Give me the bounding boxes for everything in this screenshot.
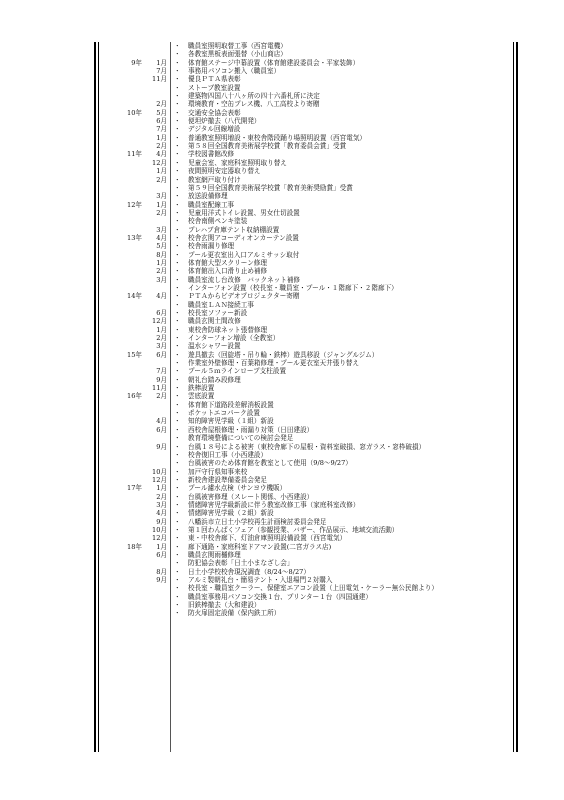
month-cell: 8月	[156, 250, 167, 259]
bullet-mark: ・	[174, 359, 181, 368]
bullet-mark: ・	[174, 225, 181, 234]
month-cell: 1月	[156, 58, 167, 67]
bullet-mark: ・	[174, 442, 181, 451]
table-row	[100, 518, 512, 526]
table-row	[100, 192, 512, 200]
table-row	[100, 84, 512, 92]
event-text: 放送設備修理	[188, 192, 228, 201]
month-cell: 10月	[152, 467, 167, 476]
left-border-inner	[98, 42, 99, 752]
month-cell: 4月	[156, 233, 167, 242]
event-text: 建築物四国八十八ヶ所の四十六番札所に決定	[188, 92, 320, 101]
bullet-mark: ・	[174, 517, 181, 526]
table-row	[100, 367, 512, 375]
table-row	[100, 401, 512, 409]
month-cell: 2月	[156, 100, 167, 109]
table-row	[100, 267, 512, 275]
month-cell: 7月	[156, 67, 167, 76]
event-text: 普通教室照明増設・東校舎階段踊り場照明設置（西宮電気）	[188, 133, 367, 142]
bullet-mark: ・	[174, 217, 181, 226]
bullet-mark: ・	[174, 317, 181, 326]
month-cell: 12月	[152, 534, 167, 543]
event-text: 職員室配線工事	[188, 200, 235, 209]
year-cell: 14年	[127, 292, 142, 301]
bullet-mark: ・	[174, 534, 181, 543]
table-row	[100, 526, 512, 534]
table-row	[100, 451, 512, 459]
table-row	[100, 117, 512, 125]
month-cell: 4月	[156, 292, 167, 301]
month-cell: 6月	[156, 309, 167, 317]
month-cell: 6月	[156, 117, 167, 126]
table-row	[100, 559, 512, 567]
bullet-mark: ・	[174, 375, 181, 384]
event-text: 防犯協会表彰「日土小まなざし会」	[188, 559, 294, 568]
bullet-mark: ・	[174, 133, 181, 142]
table-row	[100, 476, 512, 484]
bullet-mark: ・	[174, 334, 181, 343]
bullet-mark: ・	[174, 250, 181, 259]
table-row	[100, 551, 512, 559]
bullet-mark: ・	[174, 167, 181, 176]
event-text: 校舎復旧工事（小西建設）	[188, 450, 268, 459]
bullet-mark: ・	[174, 183, 181, 192]
bullet-mark: ・	[174, 601, 181, 610]
table-row	[100, 109, 512, 117]
month-cell: 2月	[156, 208, 167, 217]
month-cell: 9月	[156, 375, 167, 384]
bullet-mark: ・	[174, 92, 181, 101]
event-text: 校長室・職員室クーラー、保健室エアコン設置（上田電気・ケーラー無公民館より）	[188, 584, 438, 593]
bullet-mark: ・	[174, 75, 181, 84]
event-text: 旧鉄棒撤去（大和建設）	[188, 601, 261, 610]
right-border-inner	[513, 42, 514, 752]
month-cell: 5月	[156, 242, 167, 251]
table-row	[100, 459, 512, 467]
event-text: 事務用パソコン搬入（職員室）	[188, 67, 281, 76]
table-row	[100, 568, 512, 576]
table-row	[100, 468, 512, 476]
bullet-mark: ・	[174, 309, 181, 317]
month-cell: 12月	[152, 158, 167, 167]
month-cell: 2月	[156, 142, 167, 151]
table-row	[100, 409, 512, 417]
month-cell: 2月	[156, 492, 167, 501]
month-cell: 10月	[152, 525, 167, 534]
table-row	[100, 326, 512, 334]
table-row	[100, 234, 512, 242]
bullet-mark: ・	[174, 50, 181, 59]
table-row	[100, 159, 512, 167]
month-cell: 6月	[156, 425, 167, 434]
bullet-mark: ・	[174, 258, 181, 267]
year-cell: 18年	[127, 542, 142, 551]
table-row	[100, 301, 512, 309]
month-cell: 1月	[156, 258, 167, 267]
event-text: 児童会室、家庭科室照明取り替え	[188, 158, 287, 167]
bullet-mark: ・	[174, 158, 181, 167]
table-row	[100, 501, 512, 509]
bullet-mark: ・	[174, 233, 181, 242]
event-text: 遊具撤去（回旋塔・吊り輪・鉄棒）遊具移設（ジャングルジム）	[188, 350, 379, 359]
event-text: 各教室黒板表面張替（小山商店）	[188, 50, 287, 59]
year-cell: 16年	[127, 392, 142, 401]
table-row	[100, 543, 512, 551]
history-table	[100, 42, 512, 618]
event-text: 情緒障害児学級新設に伴う教室改修工事（家庭科室改修）	[188, 500, 360, 509]
year-cell: 10年	[127, 108, 142, 117]
event-text: 職員玄関雨樋修理	[188, 550, 241, 559]
month-cell: 4月	[156, 509, 167, 518]
event-text: 台風被害のため体育館を教室として使用（9/8～9/27）	[188, 459, 352, 468]
event-text: 朝礼台踏み段修理	[188, 375, 241, 384]
bullet-mark: ・	[174, 576, 181, 584]
event-text: 教室網戸取り付け	[188, 175, 241, 184]
event-text: プール５ｍラインロープ支柱設置	[188, 367, 287, 376]
table-row	[100, 75, 512, 83]
table-row	[100, 217, 512, 225]
month-cell: 1月	[156, 167, 167, 176]
bullet-mark: ・	[174, 267, 181, 276]
event-text: 東校舎防球ネット張替修理	[188, 325, 268, 334]
bullet-mark: ・	[174, 200, 181, 209]
bullet-mark: ・	[174, 542, 181, 551]
year-cell: 13年	[127, 233, 142, 242]
year-cell: 15年	[127, 350, 142, 359]
month-cell: 1月	[156, 133, 167, 142]
table-row	[100, 342, 512, 350]
bullet-mark: ・	[174, 67, 181, 76]
bullet-mark: ・	[174, 325, 181, 334]
month-cell: 2月	[156, 392, 167, 401]
event-text: 便坦炉撤去（八代開発）	[188, 117, 261, 126]
table-row	[100, 259, 512, 267]
bullet-mark: ・	[174, 509, 181, 518]
event-text: インターフォン設置（校長室・職員室・プール・１階廊下・２階廊下）	[188, 283, 398, 292]
event-text: プール濾水点検（サンヨウ機販）	[188, 484, 287, 493]
event-text: 作業室外壁修理・百葉箱修理・プール更衣室天井張り替え	[188, 359, 360, 368]
table-row	[100, 376, 512, 384]
event-text: 職員室流し台改修 バックネット補修	[188, 275, 301, 284]
bullet-mark: ・	[174, 434, 181, 443]
bullet-mark: ・	[174, 108, 181, 117]
event-text: 台風１８号による被害（東校舎廊下の屋根・資料室破損、窓ガラス・窓枠破損）	[188, 442, 426, 451]
event-text: 防火扉固定設備（保内鉄工所）	[188, 609, 281, 618]
month-cell: 2月	[156, 267, 167, 276]
table-row	[100, 50, 512, 58]
table-row	[100, 392, 512, 400]
bullet-mark: ・	[174, 275, 181, 284]
table-row	[100, 125, 512, 133]
event-text: 優良ＰＴＡ県表彰	[188, 75, 241, 84]
event-text: 体育館下道路段差解消板設置	[188, 400, 274, 409]
table-row	[100, 176, 512, 184]
table-row	[100, 251, 512, 259]
bullet-mark: ・	[174, 484, 181, 493]
event-text: 校舎南側ペンキ塗装	[188, 217, 248, 226]
bullet-mark: ・	[174, 384, 181, 393]
bullet-mark: ・	[174, 550, 181, 559]
bullet-mark: ・	[174, 292, 181, 301]
bullet-mark: ・	[174, 242, 181, 251]
table-row	[100, 351, 512, 359]
bullet-mark: ・	[174, 525, 181, 534]
event-text: 鉄棒設置	[188, 384, 215, 393]
bullet-mark: ・	[174, 125, 181, 134]
bullet-mark: ・	[174, 192, 181, 201]
event-text: 台風被害修理（スレート関係、小西建設）	[188, 492, 314, 501]
table-row	[100, 317, 512, 325]
month-cell: 2月	[156, 175, 167, 184]
table-row	[100, 359, 512, 367]
table-row	[100, 534, 512, 542]
month-cell: 5月	[156, 108, 167, 117]
month-cell: 11月	[152, 384, 167, 393]
table-row	[100, 309, 512, 317]
bullet-mark: ・	[174, 42, 181, 50]
left-border-outer	[94, 42, 96, 752]
event-text: ポケットエコパーク設置	[188, 409, 260, 418]
event-text: プレハブ倉庫テント収納棚設置	[188, 225, 280, 234]
bullet-mark: ・	[174, 584, 181, 593]
event-text: 校舎玄関アコーディオンカーテン設置	[188, 233, 299, 242]
month-cell: 3月	[156, 275, 167, 284]
month-cell: 8月	[156, 567, 167, 576]
bullet-mark: ・	[174, 142, 181, 151]
event-text: 環境教育・空缶プレス機、八工高校より寄贈	[188, 100, 320, 109]
month-cell: 6月	[156, 550, 167, 559]
month-cell: 11月	[152, 75, 167, 84]
event-text: 職員室照明取替工事（西宮電機）	[188, 42, 287, 50]
bullet-mark: ・	[174, 100, 181, 109]
event-text: 教育環境整備についての検討会発足	[188, 434, 294, 443]
event-text: 八幡浜市立日土小学校再生計画検討委員会発足	[188, 517, 327, 526]
event-text: 児童用洋式トイレ設置、男女仕切設置	[188, 208, 300, 217]
table-row	[100, 100, 512, 108]
event-text: 体育館出入口滑り止め補修	[188, 267, 268, 276]
event-text: 学校図書館改修	[188, 150, 235, 159]
event-text: 雲底設置	[188, 392, 215, 401]
month-cell: 3月	[156, 342, 167, 351]
month-cell: 1月	[156, 325, 167, 334]
bullet-mark: ・	[174, 417, 181, 426]
bullet-mark: ・	[174, 392, 181, 401]
bullet-mark: ・	[174, 459, 181, 468]
table-row	[100, 334, 512, 342]
table-row	[100, 284, 512, 292]
bullet-mark: ・	[174, 117, 181, 126]
event-text: インターフォン増設（全教室）	[188, 334, 280, 343]
bullet-mark: ・	[174, 342, 181, 351]
table-row	[100, 150, 512, 158]
event-text: 職員室ＬＡＮ接続工事	[188, 300, 254, 309]
event-text: 校長室ソファー新設	[188, 309, 248, 317]
bullet-mark: ・	[174, 492, 181, 501]
bullet-mark: ・	[174, 283, 181, 292]
event-text: 校舎雨漏り修理	[188, 242, 235, 251]
bullet-mark: ・	[174, 300, 181, 309]
bullet-mark: ・	[174, 450, 181, 459]
table-row	[100, 484, 512, 492]
month-cell: 9月	[156, 517, 167, 526]
month-cell: 1月	[156, 200, 167, 209]
event-text: ストーブ教室設置	[188, 83, 241, 92]
table-row	[100, 509, 512, 517]
event-text: 体育館ステージ中幕設置（体育館建設委員会・平家装飾）	[188, 58, 360, 67]
month-cell: 1月	[156, 484, 167, 493]
event-text: 第１回わんぱくフェア（参観授業、バザー、作品展示、地域交流活動）	[188, 525, 399, 534]
event-text: 職員室事務用パソコン交換１台、プリンター１台（四国通建）	[188, 592, 372, 601]
table-row	[100, 493, 512, 501]
bullet-mark: ・	[174, 175, 181, 184]
table-row	[100, 226, 512, 234]
bullet-mark: ・	[174, 559, 181, 568]
table-row	[100, 584, 512, 592]
event-text: 情緒障害児学級（２組）新設	[188, 509, 274, 518]
bullet-mark: ・	[174, 83, 181, 92]
month-cell: 1月	[156, 542, 167, 551]
table-row	[100, 184, 512, 192]
bullet-mark: ・	[174, 425, 181, 434]
event-text: 新校舎建設準備委員会発足	[188, 475, 268, 484]
table-row	[100, 417, 512, 425]
month-cell: 2月	[156, 334, 167, 343]
event-text: ＰＴＡからビデオプロジェクター寄贈	[188, 292, 300, 301]
table-row	[100, 134, 512, 142]
event-text: 交通安全協会表彰	[188, 108, 241, 117]
table-row	[100, 59, 512, 67]
bullet-mark: ・	[174, 367, 181, 376]
bullet-mark: ・	[174, 400, 181, 409]
event-text: 夜間照明安定器取り替え	[188, 167, 261, 176]
table-row	[100, 576, 512, 584]
table-row	[100, 434, 512, 442]
month-cell: 7月	[156, 367, 167, 376]
table-row	[100, 92, 512, 100]
right-border-outer	[516, 42, 518, 752]
bullet-mark: ・	[174, 467, 181, 476]
event-text: 第５８回全国教育美術展学校賞「教育委員会賞」受賞	[188, 142, 347, 151]
table-row	[100, 609, 512, 617]
month-cell: 12月	[152, 317, 167, 326]
bullet-mark: ・	[174, 592, 181, 601]
bullet-mark: ・	[174, 409, 181, 418]
event-text: 職員玄関土間改修	[188, 317, 241, 326]
year-cell: 11年	[127, 150, 142, 159]
table-row	[100, 67, 512, 75]
month-cell: 12月	[152, 475, 167, 484]
event-text: プール更衣室出入口アルミサッシ取付	[188, 250, 300, 259]
table-row	[100, 593, 512, 601]
event-text: 知的障害児学級（１組）新設	[188, 417, 274, 426]
table-row	[100, 601, 512, 609]
event-text: デジタル回線増設	[188, 125, 241, 134]
year-cell: 9年	[131, 58, 142, 67]
bullet-mark: ・	[174, 208, 181, 217]
table-row	[100, 201, 512, 209]
table-row	[100, 443, 512, 451]
month-cell: 4月	[156, 150, 167, 159]
year-cell: 12年	[127, 200, 142, 209]
table-row	[100, 276, 512, 284]
bullet-mark: ・	[174, 58, 181, 67]
table-row	[100, 42, 512, 50]
bullet-mark: ・	[174, 567, 181, 576]
table-row	[100, 426, 512, 434]
event-text: 西校舎屋根修理・雨漏り対策（日田建設）	[188, 425, 314, 434]
month-cell: 3月	[156, 500, 167, 509]
month-cell: 3月	[156, 192, 167, 201]
month-cell: 9月	[156, 442, 167, 451]
event-text: 加戸守行県知事来校	[188, 467, 248, 476]
table-row	[100, 167, 512, 175]
month-cell: 6月	[156, 350, 167, 359]
month-cell: 9月	[156, 576, 167, 584]
event-text: 日土小学校校舎現況調査（8/24～8/27）	[188, 567, 310, 576]
table-row	[100, 384, 512, 392]
bullet-mark: ・	[174, 475, 181, 484]
month-cell: 7月	[156, 125, 167, 134]
month-cell: 4月	[156, 417, 167, 426]
event-text: アルミ製朝礼台・簡易テント・入退場門２対購入	[188, 576, 333, 584]
bullet-mark: ・	[174, 150, 181, 159]
bullet-mark: ・	[174, 609, 181, 618]
bullet-mark: ・	[174, 350, 181, 359]
event-text: 第５９回全国教育美術展学校賞「教育美術奨励賞」受賞	[188, 183, 353, 192]
event-text: 温水シャワー設置	[188, 342, 241, 351]
table-row	[100, 292, 512, 300]
event-text: 東・中校舎廊下、灯油倉庫照明設備設置（西宮電気）	[188, 534, 347, 543]
table-row	[100, 142, 512, 150]
bullet-mark: ・	[174, 500, 181, 509]
event-text: 体育館大型スクリーン修理	[188, 258, 267, 267]
event-text: 廊下通路・家庭科室ドアマン設置(二宮ガラス店)	[188, 542, 332, 551]
year-cell: 17年	[127, 484, 142, 493]
table-row	[100, 209, 512, 217]
table-row	[100, 242, 512, 250]
month-cell: 3月	[156, 225, 167, 234]
